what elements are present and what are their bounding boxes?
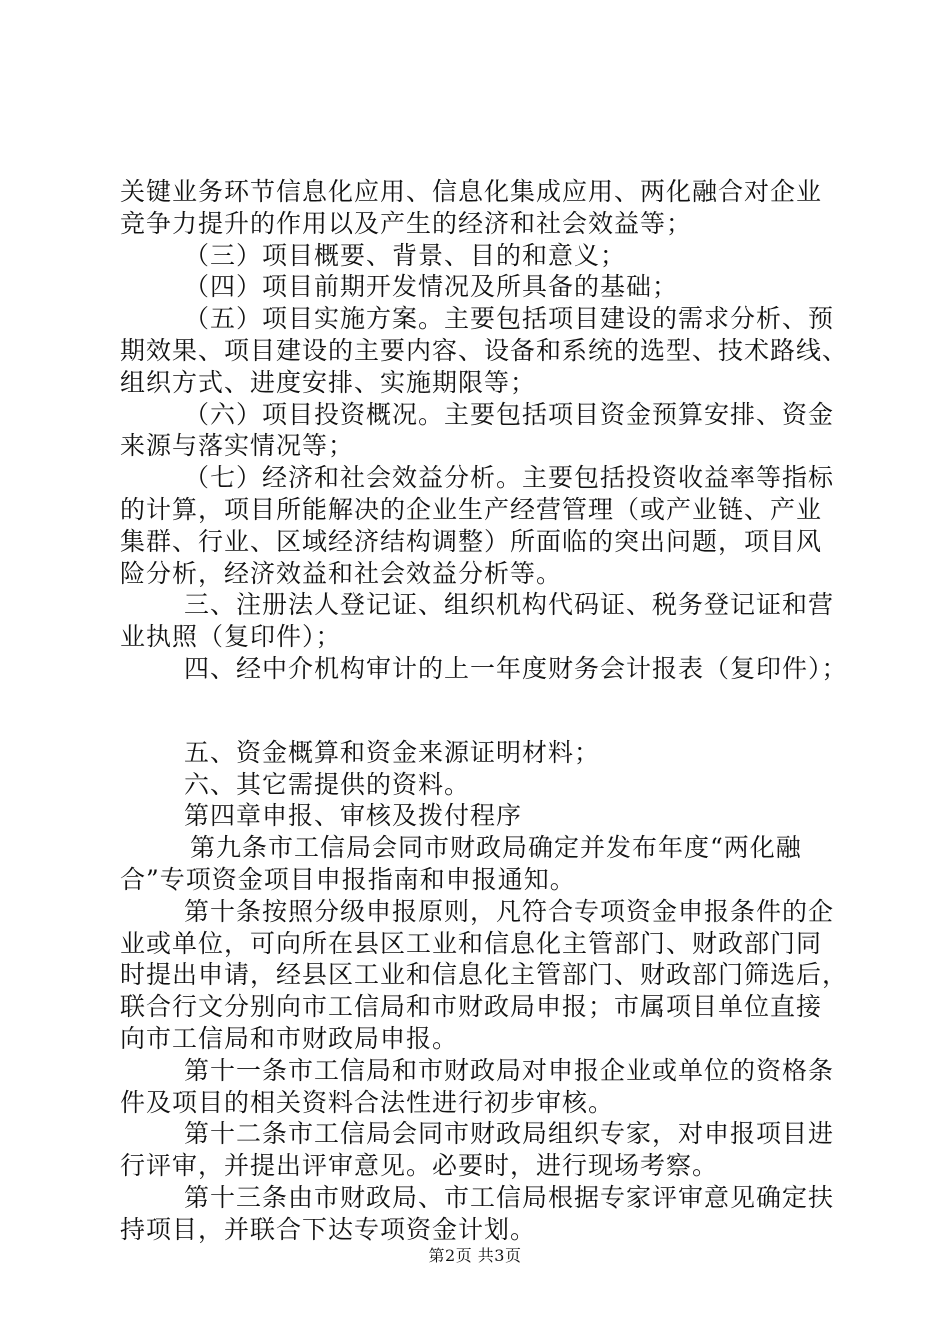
text-line: 第十三条由市财政局、市工信局根据专家评审意见确定扶 — [184, 1182, 835, 1212]
text-line: 第十二条市工信局会同市财政局组织专家，对申报项目进 — [184, 1119, 835, 1149]
blank-line — [120, 685, 840, 737]
page-footer — [0, 1243, 950, 1266]
text-line: 险分析，经济效益和社会效益分析等。 — [120, 558, 563, 588]
text-line: （六）项目投资概况。主要包括项目资金预算安排、资金 — [184, 399, 835, 429]
text-line: 三、注册法人登记证、组织机构代码证、税务登记证和营 — [184, 590, 835, 620]
text-line: 关键业务环节信息化应用、信息化集成应用、两化融合对企业 — [120, 177, 823, 206]
text-line: 的计算，项目所能解决的企业生产经营管理（或产业链、产业 — [120, 494, 823, 524]
text-line: 第十条按照分级申报原则，凡符合专项资金申报条件的企 — [184, 896, 835, 926]
text-line: 向市工信局和市财政局申报。 — [120, 1023, 459, 1053]
text-line: 五、资金概算和资金来源证明材料； — [184, 737, 601, 767]
text-line: 集群、行业、区域经济结构调整）所面临的突出问题，项目风 — [120, 526, 823, 556]
text-line: （四）项目前期开发情况及所具备的基础； — [184, 272, 679, 302]
text-line: 时提出申请，经县区工业和信息化主管部门、财政部门筛选后， — [120, 960, 849, 990]
text-line: 组织方式、进度安排、实施期限等； — [120, 367, 537, 397]
text-line: 期效果、项目建设的主要内容、设备和系统的选型、技术路线、 — [120, 335, 849, 365]
text-line: （七）经济和社会效益分析。主要包括投资收益率等指标 — [184, 463, 835, 493]
text-line: 第九条市工信局会同市财政局确定并发布年度“两化融 — [190, 833, 802, 863]
text-line: 业或单位，可向所在县区工业和信息化主管部门、财政部门同 — [120, 928, 823, 958]
text-line: 第十一条市工信局和市财政局对申报企业或单位的资格条 — [184, 1055, 835, 1085]
text-line: 四、经中介机构审计的上一年度财务会计报表（复印件）； — [184, 653, 848, 683]
text-line: （三）项目概要、背景、目的和意义； — [184, 240, 627, 270]
text-line: （五）项目实施方案。主要包括项目建设的需求分析、预 — [184, 304, 835, 334]
text-line: 联合行文分别向市工信局和市财政局申报；市属项目单位直接 — [120, 992, 823, 1022]
text-line: 行评审，并提出评审意见。必要时，进行现场考察。 — [120, 1151, 719, 1181]
text-line: 六、其它需提供的资料。 — [184, 769, 471, 799]
text-line: 来源与落实情况等； — [120, 431, 355, 461]
text-line: 合”专项资金项目申报指南和申报通知。 — [120, 864, 576, 894]
page-number: 第2页 共3页 — [428, 1246, 522, 1265]
chapter-heading: 第四章申报、审核及拨付程序 — [184, 801, 523, 831]
text-line: 业执照（复印件）； — [120, 622, 342, 652]
document-body — [120, 176, 849, 1246]
text-line: 持项目，并联合下达专项资金计划。 — [120, 1214, 537, 1244]
text-line: 件及项目的相关资料合法性进行初步审核。 — [120, 1087, 615, 1117]
text-line: 竞争力提升的作用以及产生的经济和社会效益等； — [120, 208, 693, 238]
